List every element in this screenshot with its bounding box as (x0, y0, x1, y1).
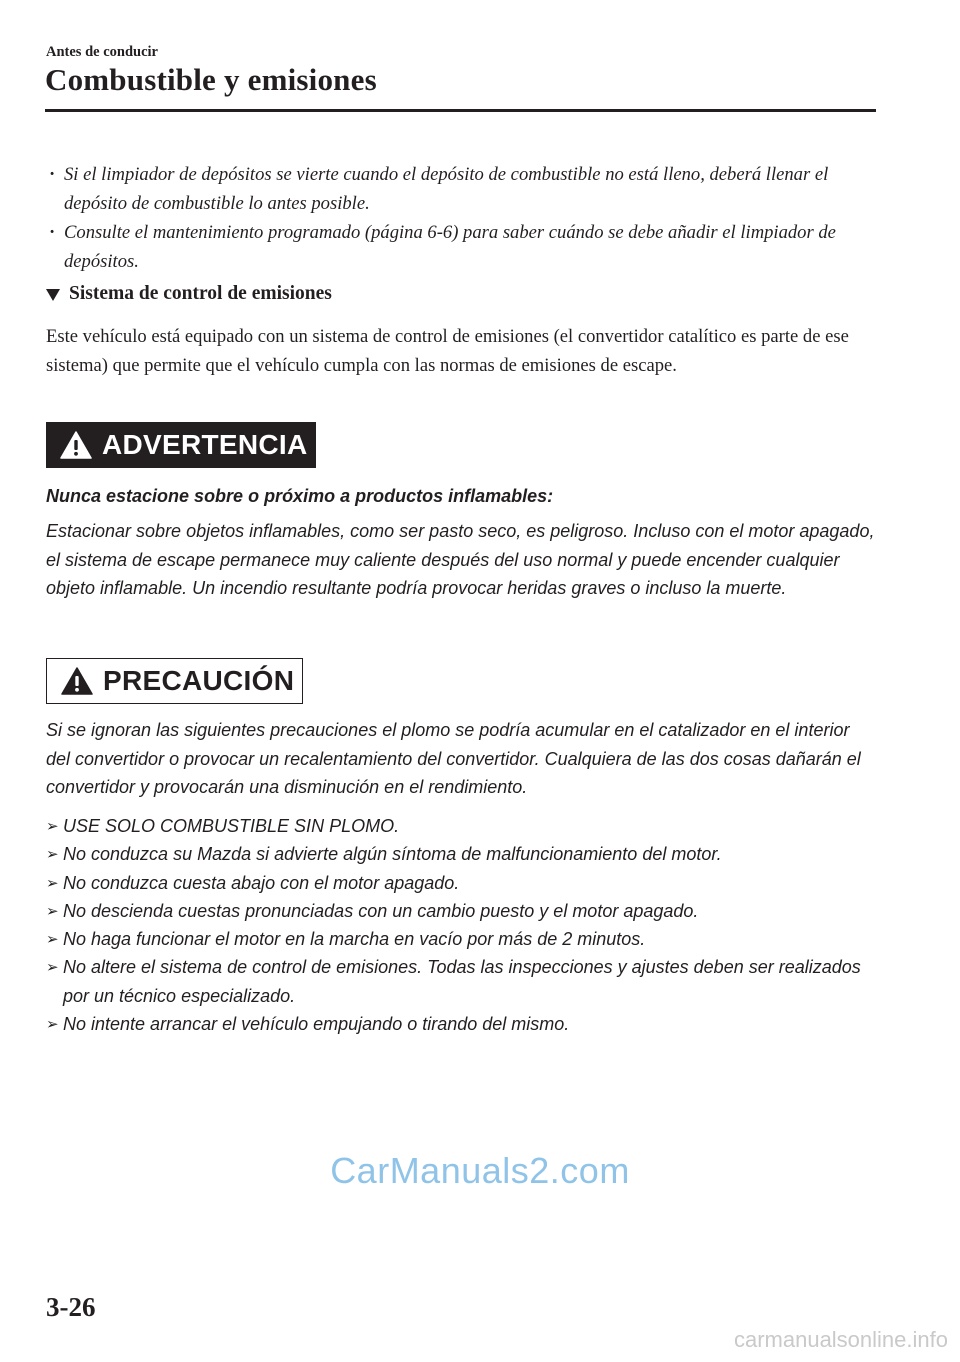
arrow-bullet-icon: ➢ (46, 1015, 59, 1034)
caution-item-text: No conduzca su Mazda si advierte algún síntoma de malfuncionamiento del motor. (63, 844, 722, 865)
list-item (46, 897, 876, 925)
watermark: CarManuals2.com (330, 1150, 630, 1191)
list-item (46, 953, 876, 1010)
caution-item-text: No intente arrancar el vehículo empujando o tirando del mismo. (63, 1014, 570, 1035)
bullet-dot: · (49, 222, 56, 243)
list-item (46, 840, 876, 868)
caution-list (46, 812, 876, 1038)
caution-item-text: No altere el sistema de control de emisiones. Todas las inspecciones y ajustes deben ser realizados por un técnico especializado. (63, 957, 861, 1006)
subheading-text: Sistema de control de emisiones (69, 283, 332, 304)
note-text: Si el limpiador de depósitos se vierte cuando el depósito de combustible no está lleno, deberá llenar el depósito de combustible lo antes posible. (64, 164, 829, 214)
list-item (46, 869, 876, 897)
footer-site: carmanualsonline.info (733, 1327, 948, 1352)
list-item (48, 218, 868, 276)
notes-list (48, 160, 868, 276)
warning-label: ADVERTENCIA (102, 429, 308, 460)
page-title: Combustible y emisiones (45, 62, 377, 97)
caution-item-text: USE SOLO COMBUSTIBLE SIN PLOMO. (63, 816, 400, 836)
arrow-bullet-icon: ➢ (46, 817, 59, 835)
warning-triangle-icon (60, 431, 92, 459)
arrow-bullet-icon: ➢ (46, 958, 59, 977)
title-divider (45, 109, 876, 112)
list-item (46, 925, 876, 953)
bullet-dot: · (49, 164, 56, 185)
caution-label: PRECAUCIÓN (103, 665, 295, 696)
warning-text: Estacionar sobre objetos inflamables, como ser pasto seco, es peligroso. Incluso con el motor apagado, el sistema de escape permanece muy caliente después del uso normal y puede encender cualquier objeto inflamable. Un incendio resultante podría provocar heridas graves o incluso la muerte. (46, 521, 875, 598)
arrow-bullet-icon: ➢ (46, 845, 59, 864)
emissions-subheading (46, 283, 332, 305)
note-text: Consulte el mantenimiento programado (página 6-6) para saber cuándo se debe añadir el limpiador de depósitos. (64, 222, 836, 272)
page-number: 3-26 (46, 1292, 96, 1322)
warning-title: Nunca estacione sobre o próximo a productos inflamables: (46, 486, 554, 506)
section-label: Antes de conducir (46, 44, 158, 60)
arrow-bullet-icon: ➢ (46, 901, 59, 920)
warning-banner (46, 422, 316, 468)
list-item (46, 1010, 876, 1038)
arrow-bullet-icon: ➢ (46, 873, 59, 892)
emissions-paragraph: Este vehículo está equipado con un sistema de control de emisiones (el convertidor catalítico es parte de ese sistema) que permite que el vehículo cumpla con las normas de emisiones de escape. (46, 326, 849, 376)
caution-item-text: No conduzca cuesta abajo con el motor apagado. (63, 872, 460, 893)
warning-triangle-icon (61, 667, 93, 695)
caution-banner (46, 658, 303, 704)
arrow-bullet-icon: ➢ (46, 930, 59, 949)
caution-item-text: No descienda cuestas pronunciadas con un cambio puesto y el motor apagado. (63, 900, 699, 921)
list-item (48, 160, 868, 218)
triangle-down-icon (46, 289, 60, 301)
list-item (46, 812, 876, 840)
caution-item-text: No haga funcionar el motor en la marcha en vacío por más de 2 minutos. (63, 929, 646, 950)
caution-intro: Si se ignoran las siguientes precauciones el plomo se podría acumular en el catalizador en el interior del convertidor o provocar un recalentamiento del convertidor. Cualquiera de las dos cosas dañarán el convertidor y provocarán una disminución en el rendimiento. (46, 720, 861, 797)
